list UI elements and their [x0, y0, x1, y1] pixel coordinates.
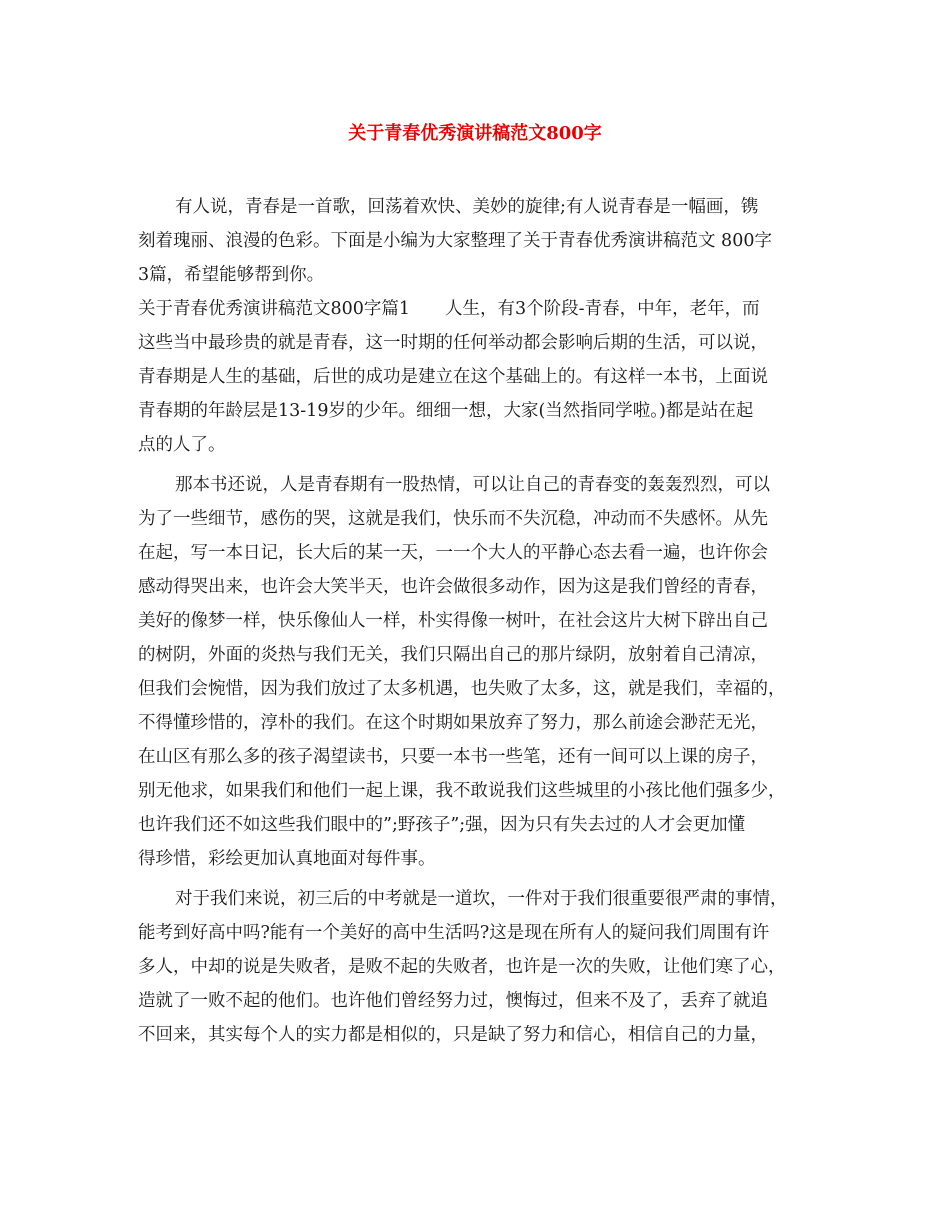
- text-line: 也许我们还不如这些我们眼中的”;野孩子”;强，因为只有失去过的人才会更加懂: [138, 815, 746, 835]
- text-line: 能考到好高中吗?能有一个美好的高中生活吗?这是现在所有人的疑问我们周围有许: [138, 923, 770, 943]
- text-line: 不回来，其实每个人的实力都是相似的，只是缺了努力和信心，相信自己的力量，: [138, 1025, 768, 1045]
- text-line: 为了一些细节，感伤的哭，这就是我们，快乐而不失沉稳，冲动而不失感怀。从先: [138, 509, 768, 529]
- text-line: 刻着瑰丽、浪漫的色彩。下面是小编为大家整理了关于青春优秀演讲稿范文 800字: [138, 231, 772, 251]
- text-line: 别无他求，如果我们和他们一起上课，我不敢说我们这些城里的小孩比他们强多少，: [138, 781, 786, 801]
- document-title: 关于青春优秀演讲稿范文800字: [348, 123, 602, 144]
- text-line: 青春期是人生的基础，后世的成功是建立在这个基础上的。有这样一本书，上面说: [138, 367, 768, 387]
- text-line: 不得懂珍惜的，淳朴的我们。在这个时期如果放弃了努力，那么前途会渺茫无光，: [138, 713, 768, 733]
- document-body: [138, 190, 828, 1052]
- paragraph: [138, 882, 828, 1052]
- text-line: 对于我们来说，初三后的中考就是一道坎，一件对于我们很重要很严肃的事情，: [175, 889, 788, 909]
- text-line: 感动得哭出来，也许会大笑半天，也许会做很多动作，因为这是我们曾经的青春，: [138, 577, 768, 597]
- text-line: 点的人了。: [138, 435, 226, 455]
- paragraph: [138, 468, 828, 876]
- text-line: 但我们会惋惜，因为我们放过了太多机遇，也失败了太多，这，就是我们，幸福的，: [138, 679, 786, 699]
- text-line: 美好的像梦一样，快乐像仙人一样，朴实得像一树叶，在社会这片大树下辟出自己: [138, 611, 768, 631]
- text-line: 这些当中最珍贵的就是青春，这一时期的任何举动都会影响后期的生活，可以说，: [138, 333, 768, 353]
- text-line: 在起，写一本日记，长大后的某一天，一一个大人的平静心态去看一遍，也许你会: [138, 543, 768, 563]
- text-line: 青春期的年龄层是13-19岁的少年。细细一想，大家(当然指同学啦。)都是站在起: [138, 401, 754, 421]
- text-line: 造就了一败不起的他们。也许他们曾经努力过，懊悔过，但来不及了，丢弃了就追: [138, 991, 768, 1011]
- text-line: 有人说，青春是一首歌，回荡着欢快、美妙的旋律;有人说青春是一幅画，镌: [175, 197, 759, 217]
- text-line: 那本书还说，人是青春期有一股热情，可以让自己的青春变的轰轰烈烈，可以: [175, 475, 770, 495]
- text-line: 在山区有那么多的孩子渴望读书，只要一本书一些笔，还有一间可以上课的房子，: [138, 747, 768, 767]
- text-line: 得珍惜，彩绘更加认真地面对每件事。: [138, 849, 436, 869]
- paragraph: [138, 292, 828, 462]
- text-line: 3篇，希望能够帮到你。: [138, 265, 325, 285]
- paragraph: [138, 190, 828, 292]
- text-line: 多人，中却的说是失败者，是败不起的失败者，也许是一次的失败，让他们寒了心，: [138, 957, 786, 977]
- text-line: 关于青春优秀演讲稿范文800字篇1 人生，有3个阶段-青春，中年，老年，而: [138, 299, 760, 319]
- text-line: 的树阴，外面的炎热与我们无关，我们只隔出自己的那片绿阴，放射着自己清凉，: [138, 645, 768, 665]
